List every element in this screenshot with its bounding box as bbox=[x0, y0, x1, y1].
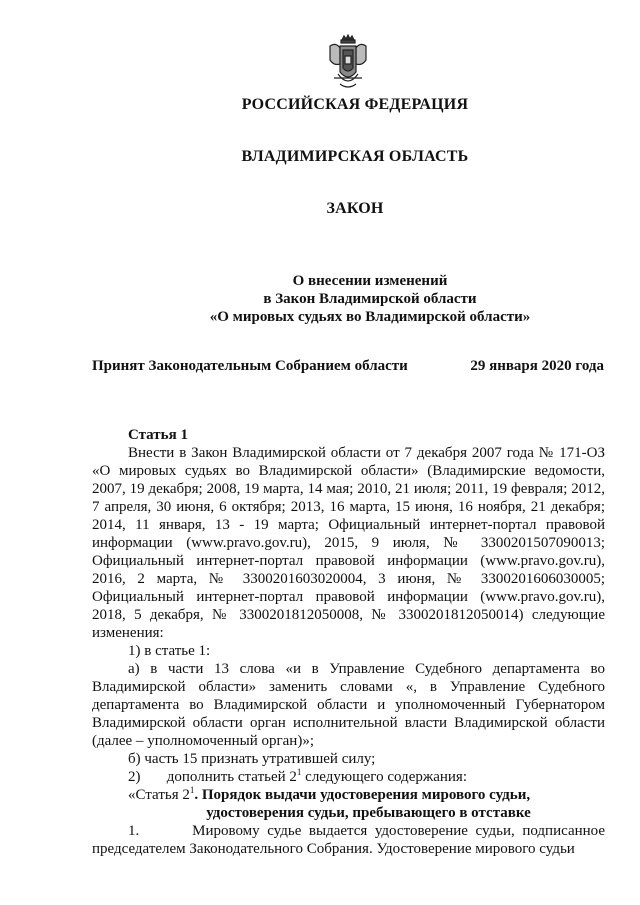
new-article-sup: 1 bbox=[189, 785, 195, 795]
article-heading: Статья 1 bbox=[128, 427, 188, 443]
document-body bbox=[92, 426, 605, 858]
subject-line-1: О внесении изменений bbox=[292, 273, 448, 289]
point-1 bbox=[92, 822, 605, 858]
federation-title: РОССИЙСКАЯ ФЕДЕРАЦИЯ bbox=[241, 96, 469, 113]
article-intro: Внести в Закон Владимирской области от 7 декабря 2007 года № 171-ОЗ «О мировых судьях во Владимирской области» (Владимирские ведомости, 2007, 19 декабря; 2008, 19 марта, 14 мая; 2010, 21 июля; 2011, 19 февраля; 2012, 7 апреля, 30 июня, 6 октября; 2013, 16 марта, 15 июня, 16 ноября, 21 декабря; 2014, 11 января, 13 - 19 марта; Официальный интернет-портал правовой информации (www.pravo.gov.ru), 2015, 9 июля, № 3300201507090013; Официальный интернет-портал правовой информации (www.pravo.gov.ru), 2016, 2 марта, № 3300201603020004, 3 июня, № 3300201606030005; Официальный интернет-портал правовой информации (www.pravo.gov.ru), 2018, 5 декабря, № 3300201812050008, № 3300201812050014) следующие изменения: bbox=[92, 445, 605, 641]
item-2-text: дополнить статьей 2 bbox=[166, 769, 297, 785]
item-1a: а) в части 13 слова «и в Управление Судебного департамента во Владимирской области» заменить словами «, в Управление Судебного департамента во Владимирской области и уполномоченный Губернатором Владимирской области орган исполнительной власти Владимирской области (далее – уполномоченный орган)»; bbox=[92, 661, 605, 749]
subject-line-2: в Закон Владимирской области bbox=[263, 291, 477, 307]
point-1-text: Мировому судье выдается удостоверение судьи, подписанное председателем Законодательного Собрания. Удостоверение мирового судьи bbox=[92, 823, 606, 857]
item-1: 1) в статье 1: bbox=[128, 643, 211, 659]
new-article-title-2: удостоверения судьи, пребывающего в отставке bbox=[206, 805, 531, 821]
document-type: ЗАКОН bbox=[326, 200, 384, 217]
subject-line-3: «О мировых судьях во Владимирской области» bbox=[209, 309, 531, 325]
new-article-prefix: «Статья 2 bbox=[128, 787, 190, 803]
item-2-sup: 1 bbox=[296, 767, 302, 777]
item-2-number: 2) bbox=[128, 769, 141, 785]
adoption-line bbox=[92, 358, 604, 375]
adoption-date: 29 января 2020 года bbox=[470, 358, 604, 374]
item-1b: б) часть 15 признать утратившей силу; bbox=[128, 751, 376, 767]
item-2-text-after: следующего содержания: bbox=[301, 769, 467, 785]
item-2 bbox=[92, 768, 605, 786]
law-subject bbox=[160, 272, 580, 326]
new-article-title-1: . Порядок выдачи удостоверения мирового судьи, bbox=[194, 787, 531, 803]
adopted-by: Принят Законодательным Собранием области bbox=[92, 358, 408, 374]
coat-of-arms-icon bbox=[326, 34, 370, 92]
new-article-heading bbox=[92, 786, 605, 804]
region-title: ВЛАДИМИРСКАЯ ОБЛАСТЬ bbox=[241, 148, 469, 165]
point-1-number: 1. bbox=[128, 823, 140, 839]
